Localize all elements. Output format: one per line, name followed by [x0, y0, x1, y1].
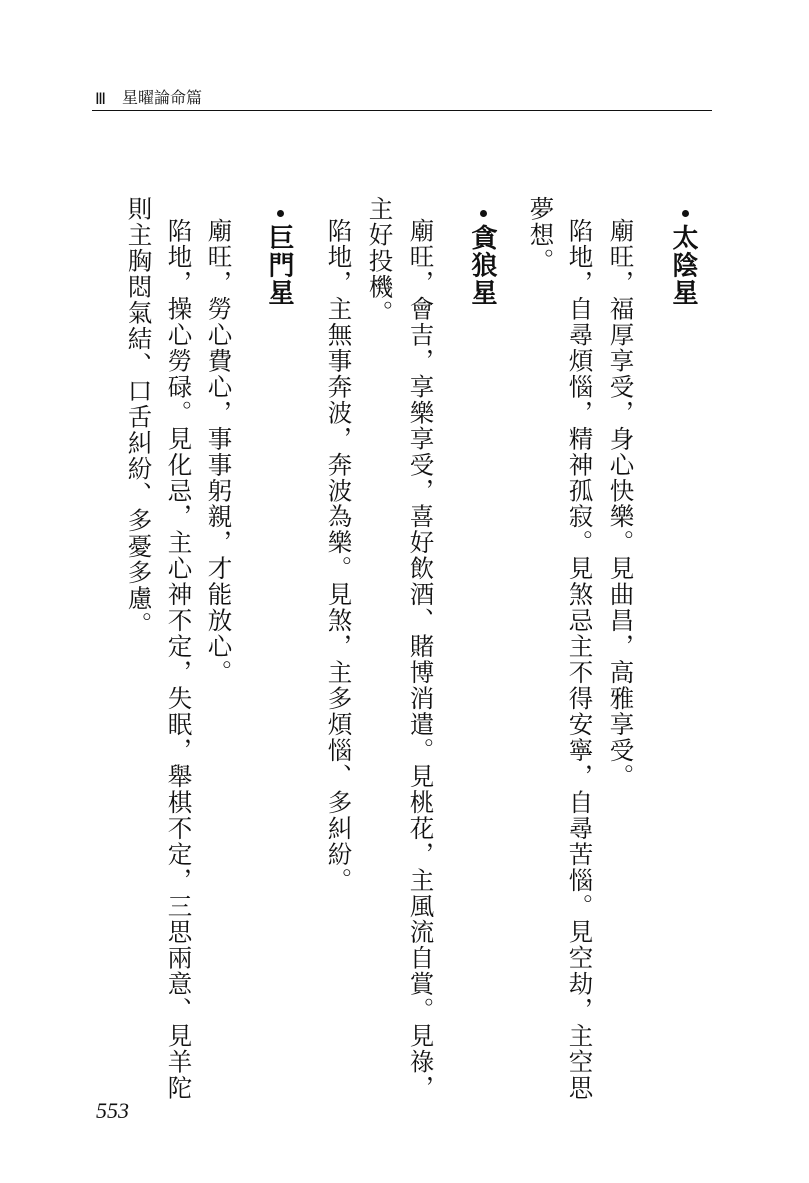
section-line: 陷地，操心勞碌。見化忌，主心神不定，失眠，舉棋不定，三思兩意、見羊陀 [164, 218, 194, 1101]
page-number: 553 [96, 1098, 129, 1123]
section-line: 廟旺，會吉，享樂享受，喜好飲酒、賭博消遣。見桃花，主風流自賞。見祿， [406, 218, 436, 1101]
section-line: 廟旺，勞心費心，事事躬親，才能放心。 [204, 218, 234, 686]
bullet-icon [277, 210, 284, 217]
section-line: 廟旺，福厚享受，身心快樂。見曲昌，高雅享受。 [606, 218, 636, 790]
section-line: 主好投機。 [365, 196, 395, 326]
chapter-title: 星曜論命篇 [122, 88, 203, 107]
bullet-icon [682, 210, 689, 217]
section-line: 陷地，主無事奔波，奔波為樂。見煞，主多煩惱、多糾紛。 [324, 218, 354, 894]
header-rule [92, 110, 712, 111]
section-heading-tanlang: 貪狼星 [467, 224, 497, 307]
bullet-icon [480, 210, 487, 217]
section-heading-jumen: 巨門星 [264, 224, 294, 307]
section-heading-taiyin: 太陰星 [668, 224, 698, 307]
section-line: 則主胸悶氣結、口舌糾紛、多憂多慮。 [124, 196, 154, 638]
chapter-number: Ⅲ [95, 89, 107, 108]
section-line: 陷地，自尋煩惱，精神孤寂。見煞忌主不得安寧，自尋苦惱。見空劫，主空思 [565, 218, 595, 1101]
section-line: 夢想。 [526, 196, 556, 274]
running-header [95, 84, 202, 108]
